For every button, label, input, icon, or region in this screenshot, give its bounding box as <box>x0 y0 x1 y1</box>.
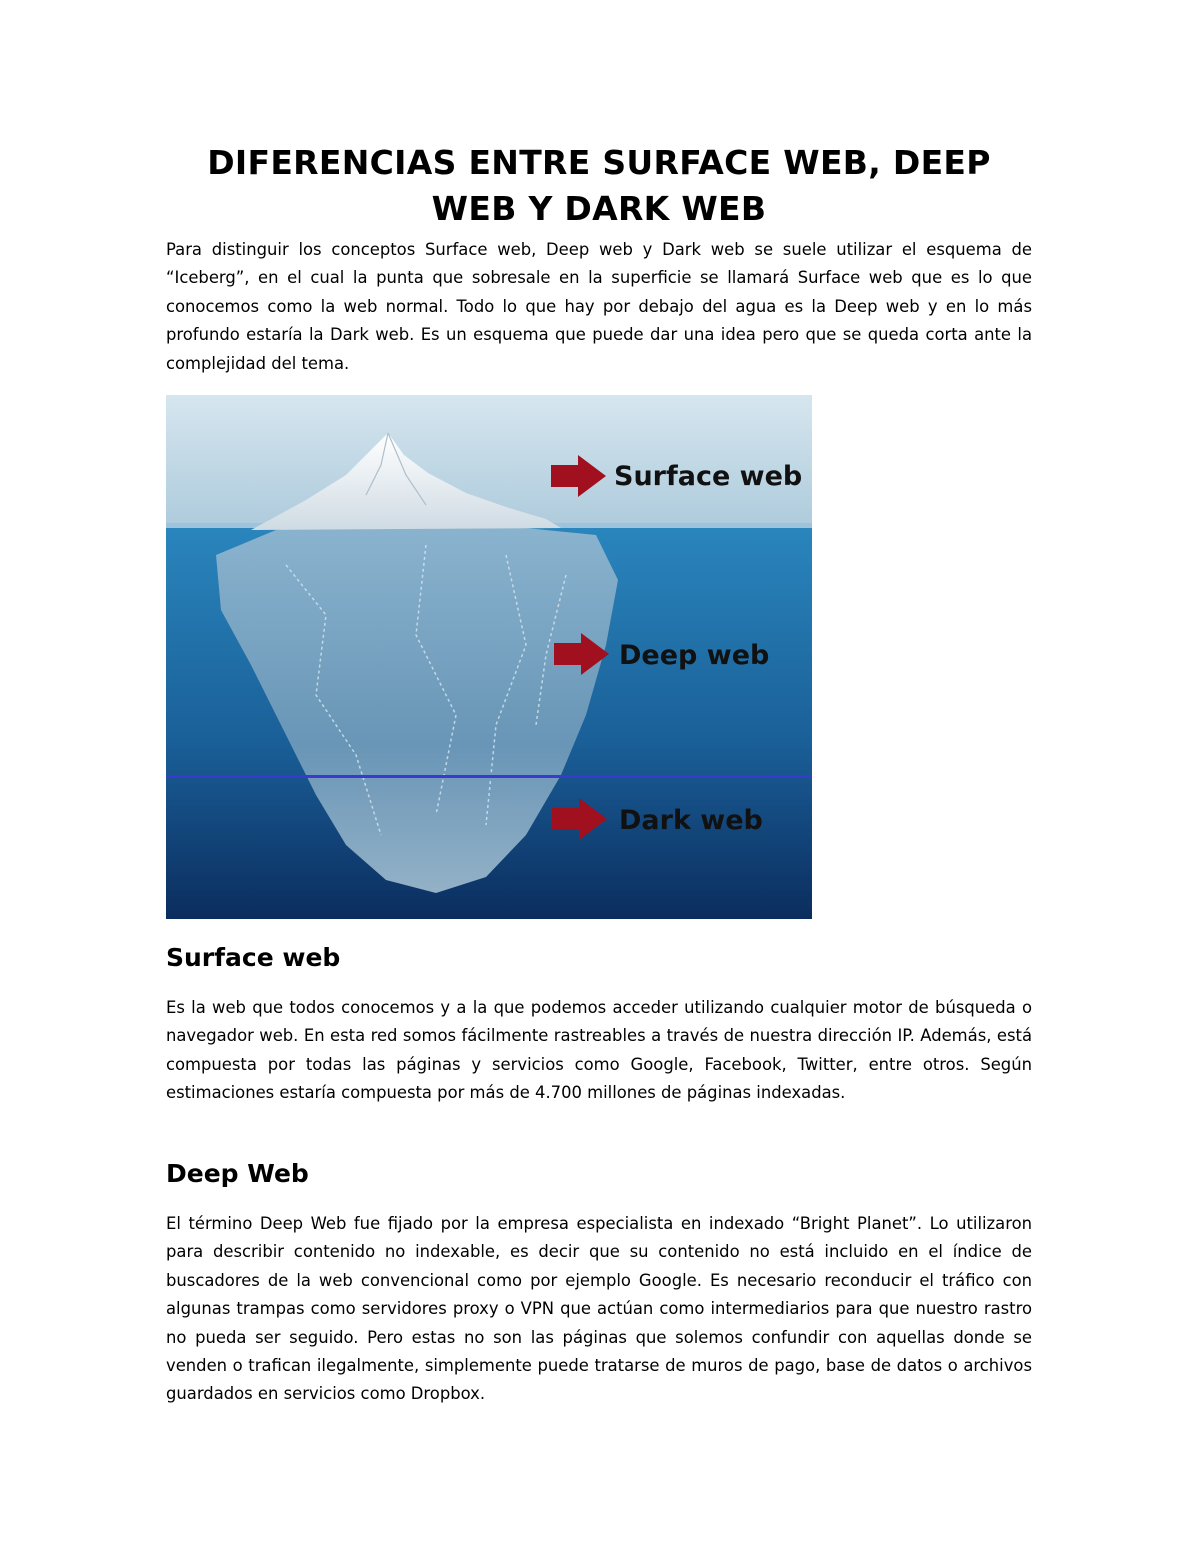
deep-web-label: Deep web <box>619 640 770 671</box>
iceberg-illustration <box>166 395 812 919</box>
intro-paragraph: Para distinguir los conceptos Surface web, Deep web y Dark web se suele utilizar el esquema de “Iceberg”, en el cual la punta que sobresale en la superficie se llamará Surface web que es lo que conocemos como la web normal. Todo lo que hay por debajo del agua es la Deep web y en lo más profundo estaría la Dark web. Es un esquema que puede dar una idea pero que se queda corta ante la complejidad del tema. <box>166 240 1032 373</box>
dark-web-label: Dark web <box>619 805 763 836</box>
dark-web-divider <box>166 775 812 778</box>
surface-web-label: Surface web <box>614 461 803 492</box>
section-heading-surface-web: Surface web <box>166 943 341 972</box>
section-body-surface-web: Es la web que todos conocemos y a la que podemos acceder utilizando cualquier motor de búsqueda o navegador web. En esta red somos fácilmente rastreables a través de nuestra dirección IP. Además, está compuesta por todas las páginas y servicios como Google, Facebook, Twitter, entre otros. Según estimaciones estaría compuesta por más de 4.700 millones de páginas indexadas. <box>166 998 1032 1103</box>
iceberg-figure <box>166 395 812 919</box>
section-heading-deep-web: Deep Web <box>166 1159 309 1188</box>
document-title: DIFERENCIAS ENTRE SURFACE WEB, DEEP WEB Y DARK WEB <box>207 143 991 228</box>
section-body-deep-web: El término Deep Web fue fijado por la empresa especialista en indexado “Bright Planet”. Lo utilizaron para describir contenido no indexable, es decir que su contenido no está incluido en el índice de buscadores de la web convencional como por ejemplo Google. Es necesario reconducir el tráfico con algunas trampas como servidores proxy o VPN que actúan como intermediarios para que nuestro rastro no pueda ser seguido. Pero estas no son las páginas que solemos confundir con aquellas donde se venden o trafican ilegalmente, simplemente puede tratarse de muros de pago, base de datos o archivos guardados en servicios como Dropbox. <box>166 1214 1032 1404</box>
